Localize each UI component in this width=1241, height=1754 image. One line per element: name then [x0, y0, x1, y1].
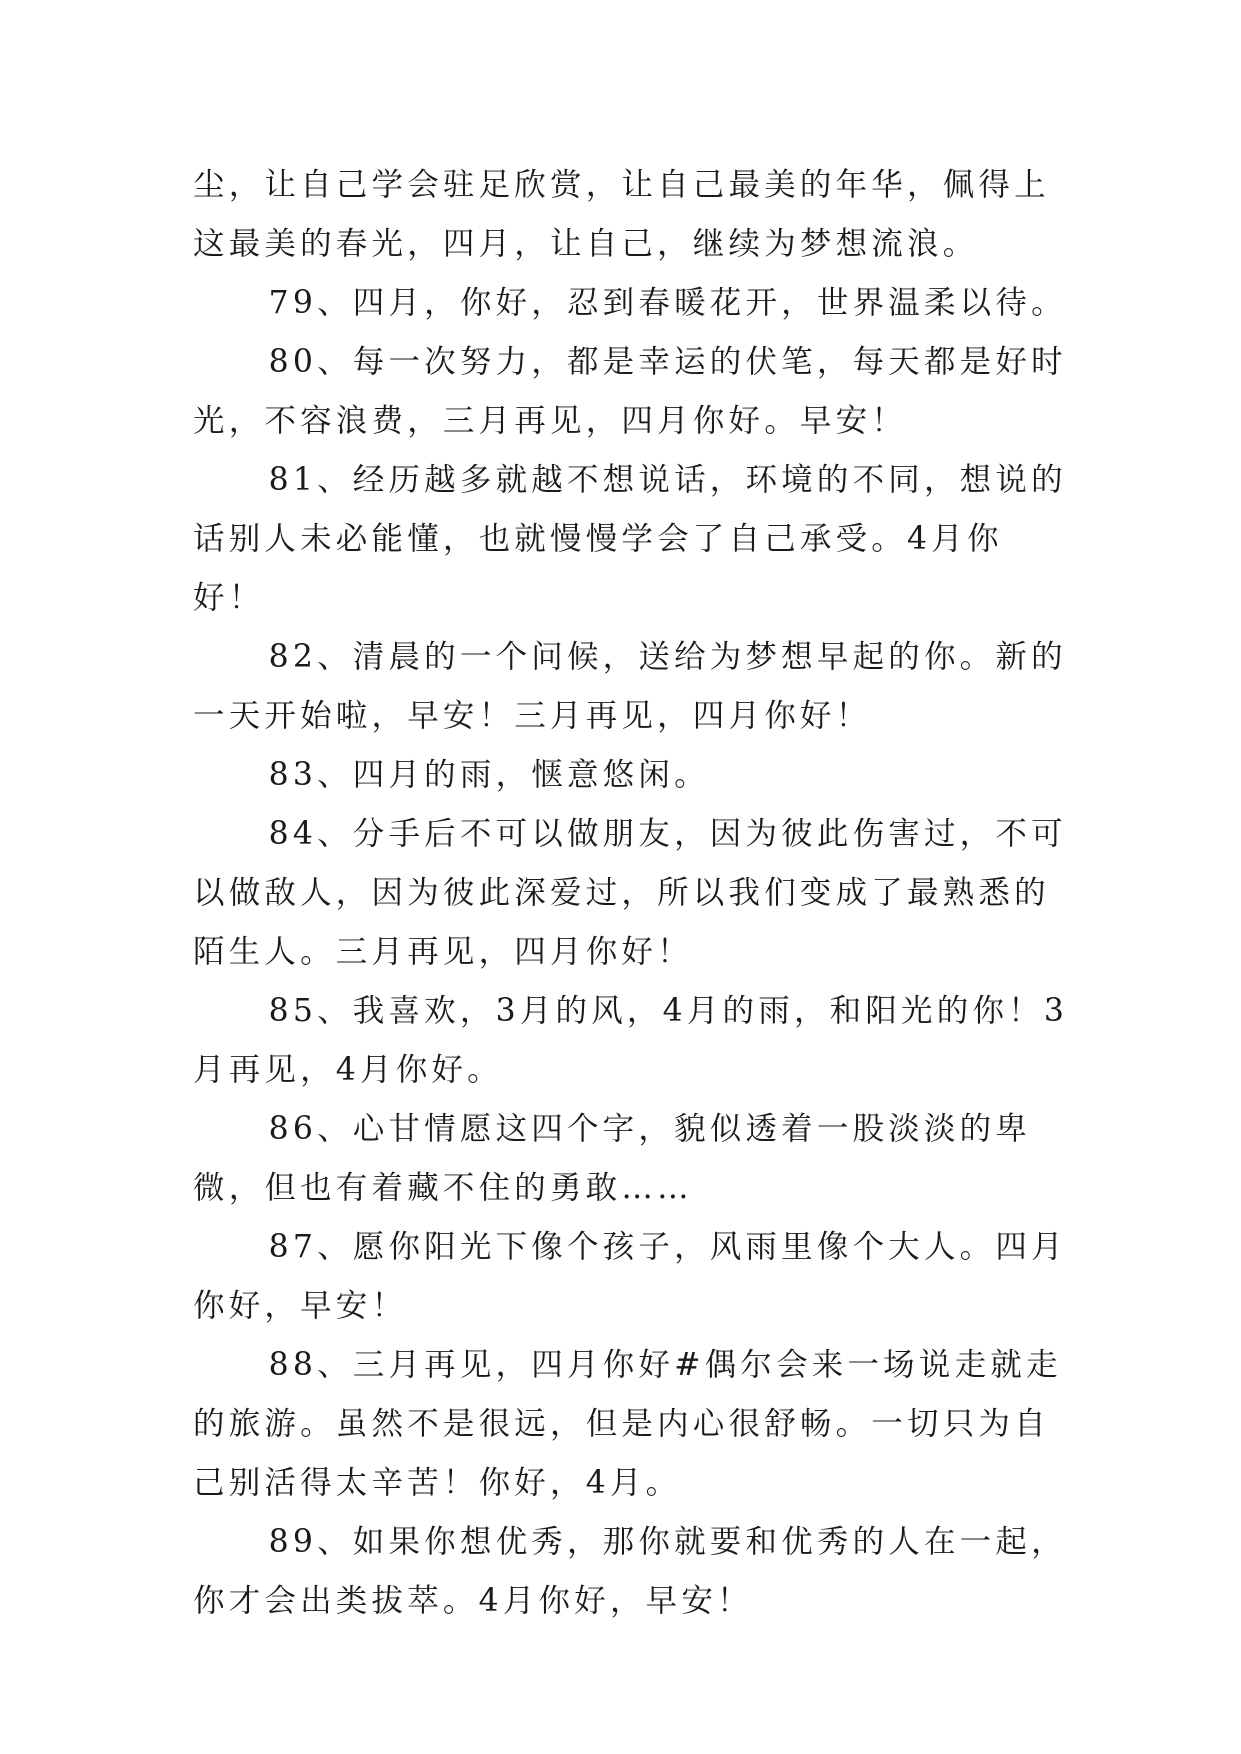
paragraph-89: 89、如果你想优秀，那你就要和优秀的人在一起，你才会出类拔萃。4月你好，早安！: [193, 1524, 1067, 1619]
paragraph-81: 81、经历越多就越不想说话，环境的不同，想说的话别人未必能懂，也就慢慢学会了自己承受。4月你好！: [193, 462, 1067, 616]
paragraph-84: 84、分手后不可以做朋友，因为彼此伤害过，不可以做敌人，因为彼此深爱过，所以我们变成了最熟悉的陌生人。三月再见，四月你好！: [193, 816, 1067, 970]
paragraph-83: 83、四月的雨，惬意悠闲。: [268, 757, 710, 793]
paragraph-86: 86、心甘情愿这四个字，貌似透着一股淡淡的卑微，但也有着藏不住的勇敢……: [193, 1111, 1032, 1206]
paragraph-79: 79、四月，你好，忍到春暖花开，世界温柔以待。: [268, 285, 1067, 321]
paragraph-85: 85、我喜欢，3月的风，4月的雨，和阳光的你！3月再见，4月你好。: [193, 993, 1069, 1088]
paragraph-88: 88、三月再见，四月你好#偶尔会来一场说走就走的旅游。虽然不是很远，但是内心很舒畅。一切只为自己别活得太辛苦！你好，4月。: [193, 1347, 1062, 1501]
paragraph-82: 82、清晨的一个问候，送给为梦想早起的你。新的一天开始啦，早安！三月再见，四月你好！: [193, 639, 1067, 734]
paragraph-80: 80、每一次努力，都是幸运的伏笔，每天都是好时光，不容浪费，三月再见，四月你好。早安！: [193, 344, 1067, 439]
paragraph-87: 87、愿你阳光下像个孩子，风雨里像个大人。四月你好，早安！: [193, 1229, 1067, 1324]
document-page: [193, 156, 1073, 1631]
paragraph-continued: 尘，让自己学会驻足欣赏，让自己最美的年华，佩得上这最美的春光，四月，让自己，继续为梦想流浪。: [193, 167, 1050, 262]
